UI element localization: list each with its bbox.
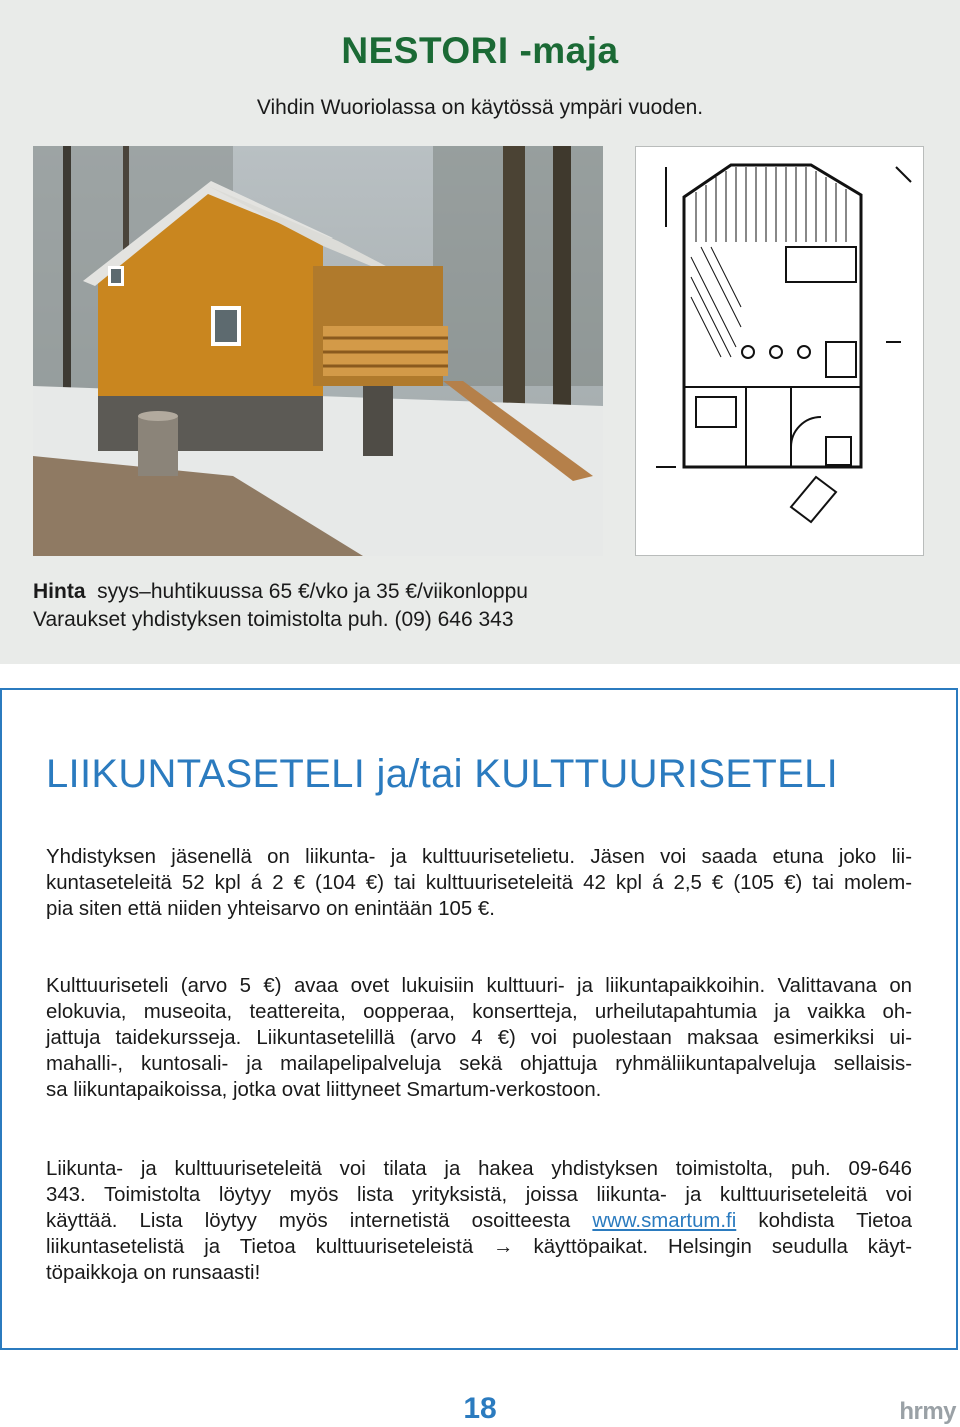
paragraph-line: mahalli-, kuntosali- ja mailapelipalveluja sekä ohjattuja ryhmäliikuntapalveluja sellaisis- <box>46 1053 912 1075</box>
paragraph-line: Liikunta- ja kulttuuriseteleitä voi tilata ja hakea yhdistyksen toimistolta, puh. 09-646 <box>46 1158 912 1180</box>
price-info <box>33 580 528 604</box>
cabin-subtitle: Vihdin Wuoriolassa on käytössä ympäri vuoden. <box>256 96 704 119</box>
page-number: 18 <box>463 1392 497 1425</box>
voucher-paragraph-2 <box>46 973 912 1103</box>
brand-logo: hrmy <box>899 1398 956 1425</box>
voucher-title: LIIKUNTASETELI ja/tai KULTTUURISETELI <box>46 752 839 796</box>
voucher-paragraph-3 <box>46 1156 912 1286</box>
price-label: Hinta <box>33 580 86 603</box>
price-text: syys–huhtikuussa 65 €/vko ja 35 €/viikonloppu <box>97 580 528 603</box>
line-text: käyttöpaikat. Helsingin seudulla käyt- <box>533 1236 912 1258</box>
line-text: liikuntasetelistä ja Tietoa kulttuuriseteleistä <box>46 1236 474 1258</box>
line-text: käyttää. Lista löytyy myös internetistä osoitteesta <box>46 1210 571 1232</box>
paragraph-line: 343. Toimistolta löytyy myös lista yrityksistä, joissa liikunta- ja kulttuuriseteleitä voi <box>46 1184 912 1206</box>
line-text: kohdista Tietoa <box>758 1210 912 1232</box>
paragraph-line <box>46 1234 912 1260</box>
paragraph-line: kuntaseteleitä 52 kpl á 2 € (104 €) tai kulttuuriseteleitä 42 kpl á 2,5 € (105 €) tai molem- <box>46 872 912 894</box>
paragraph-line <box>46 1208 912 1234</box>
cabin-title: NESTORI -maja <box>341 30 619 71</box>
paragraph-line: töpaikkoja on runsaasti! <box>46 1262 261 1284</box>
cabin-photo <box>33 146 603 556</box>
paragraph-line: Kulttuuriseteli (arvo 5 €) avaa ovet lukuisiin kulttuuri- ja liikuntapaikkoihin. Valittavana on <box>46 975 912 997</box>
smartum-link[interactable]: www.smartum.fi <box>592 1210 737 1232</box>
paragraph-line: sa liikuntapaikoissa, jotka ovat liittyneet Smartum-verkostoon. <box>46 1079 602 1101</box>
paragraph-line: Yhdistyksen jäsenellä on liikunta- ja kulttuurisetelietu. Jäsen voi saada etuna joko lii- <box>46 846 912 868</box>
booking-info: Varaukset yhdistyksen toimistolta puh. (09) 646 343 <box>33 608 514 631</box>
arrow-right-icon: → <box>493 1236 514 1258</box>
paragraph-line: elokuvia, museoita, teattereita, oopperaa, konsertteja, urheilutapahtumia ja vaikka oh- <box>46 1001 912 1023</box>
paragraph-line: pia siten että niiden yhteisarvo on enintään 105 €. <box>46 898 495 920</box>
floor-plan-image <box>635 146 924 556</box>
voucher-paragraph-1 <box>46 844 912 922</box>
cabin-section <box>0 0 960 664</box>
paragraph-line: jattuja taidekursseja. Liikuntasetelillä (arvo 4 €) voi puolestaan maksaa esimerkiksi ui- <box>46 1027 912 1049</box>
